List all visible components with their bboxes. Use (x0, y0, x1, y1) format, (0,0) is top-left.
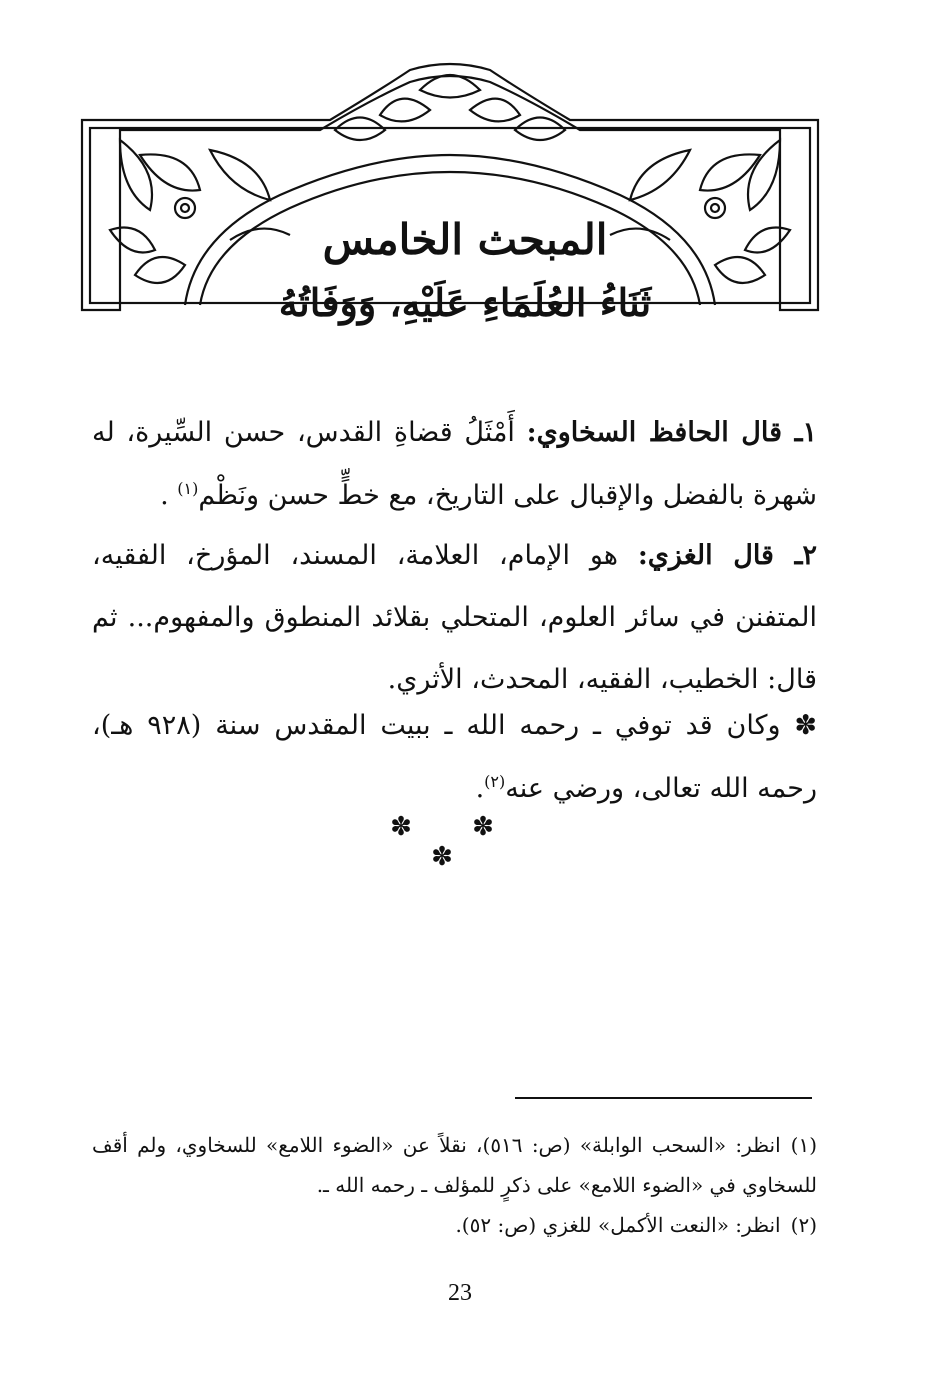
paragraph-lead: ١ـ قال الحافظ السخاوي: (526, 417, 817, 448)
paragraph-tail: . (160, 480, 178, 511)
footnote-text: انظر: «السحب الوابلة» (ص: ٥١٦)، نقلاً عن «الضوء اللامع» للسخاوي، ولم أقف للسخاوي في «الضوء اللامع» على ذكرٍ للمؤلف ـ رحمه الله ـ. (92, 1133, 817, 1197)
footnote-number: (١) (790, 1133, 818, 1157)
footnote-2 (92, 1205, 817, 1245)
footnote-ref-1[interactable]: (١) (177, 479, 199, 498)
paragraph-text: أَمْثَلُ قضاةِ القدس، حسن السِّيرة، له شهرة بالفضل والإقبال على التاريخ، مع خطٍّ حسن ونَظْم (92, 417, 817, 511)
footnote-text: انظر: «النعت الأكمل» للغزي (ص: ٥٢). (455, 1213, 781, 1237)
paragraph-sakhawi-quote (92, 405, 817, 524)
footnote-1 (92, 1125, 817, 1205)
paragraph-death-note (92, 698, 817, 817)
paragraph-ghazzi-quote (92, 525, 817, 711)
footnote-divider (515, 1097, 812, 1099)
footnote-number: (٢) (790, 1213, 817, 1237)
footnotes (92, 1125, 817, 1245)
footnote-ref-2[interactable]: (٢) (484, 772, 506, 791)
page-number: 23 (448, 1280, 472, 1306)
section-separator-stars: ✽ ✽ ✽ (390, 812, 520, 872)
paragraph-text: هو الإمام، العلامة، المسند، المؤرخ، الفقيه، المتفنن في سائر العلوم، المتحلي بقلائد المنطوق والمفهوم... ثم قال: الخطيب، الفقيه، المحدث، الأثري. (92, 540, 817, 695)
chapter-subtitle: ثَنَاءُ العُلَمَاءِ عَلَيْهِ، وَوَفَاتُهُ (278, 280, 652, 325)
paragraph-lead: ٢ـ قال الغزي: (637, 540, 817, 571)
chapter-title: المبحث الخامس (322, 215, 608, 264)
paragraph-text: ✽ وكان قد توفي ـ رحمه الله ـ ببيت المقدس سنة (٩٢٨ هـ)، رحمه الله تعالى، ورضي عنه (92, 710, 817, 804)
paragraph-tail: . (475, 773, 485, 804)
